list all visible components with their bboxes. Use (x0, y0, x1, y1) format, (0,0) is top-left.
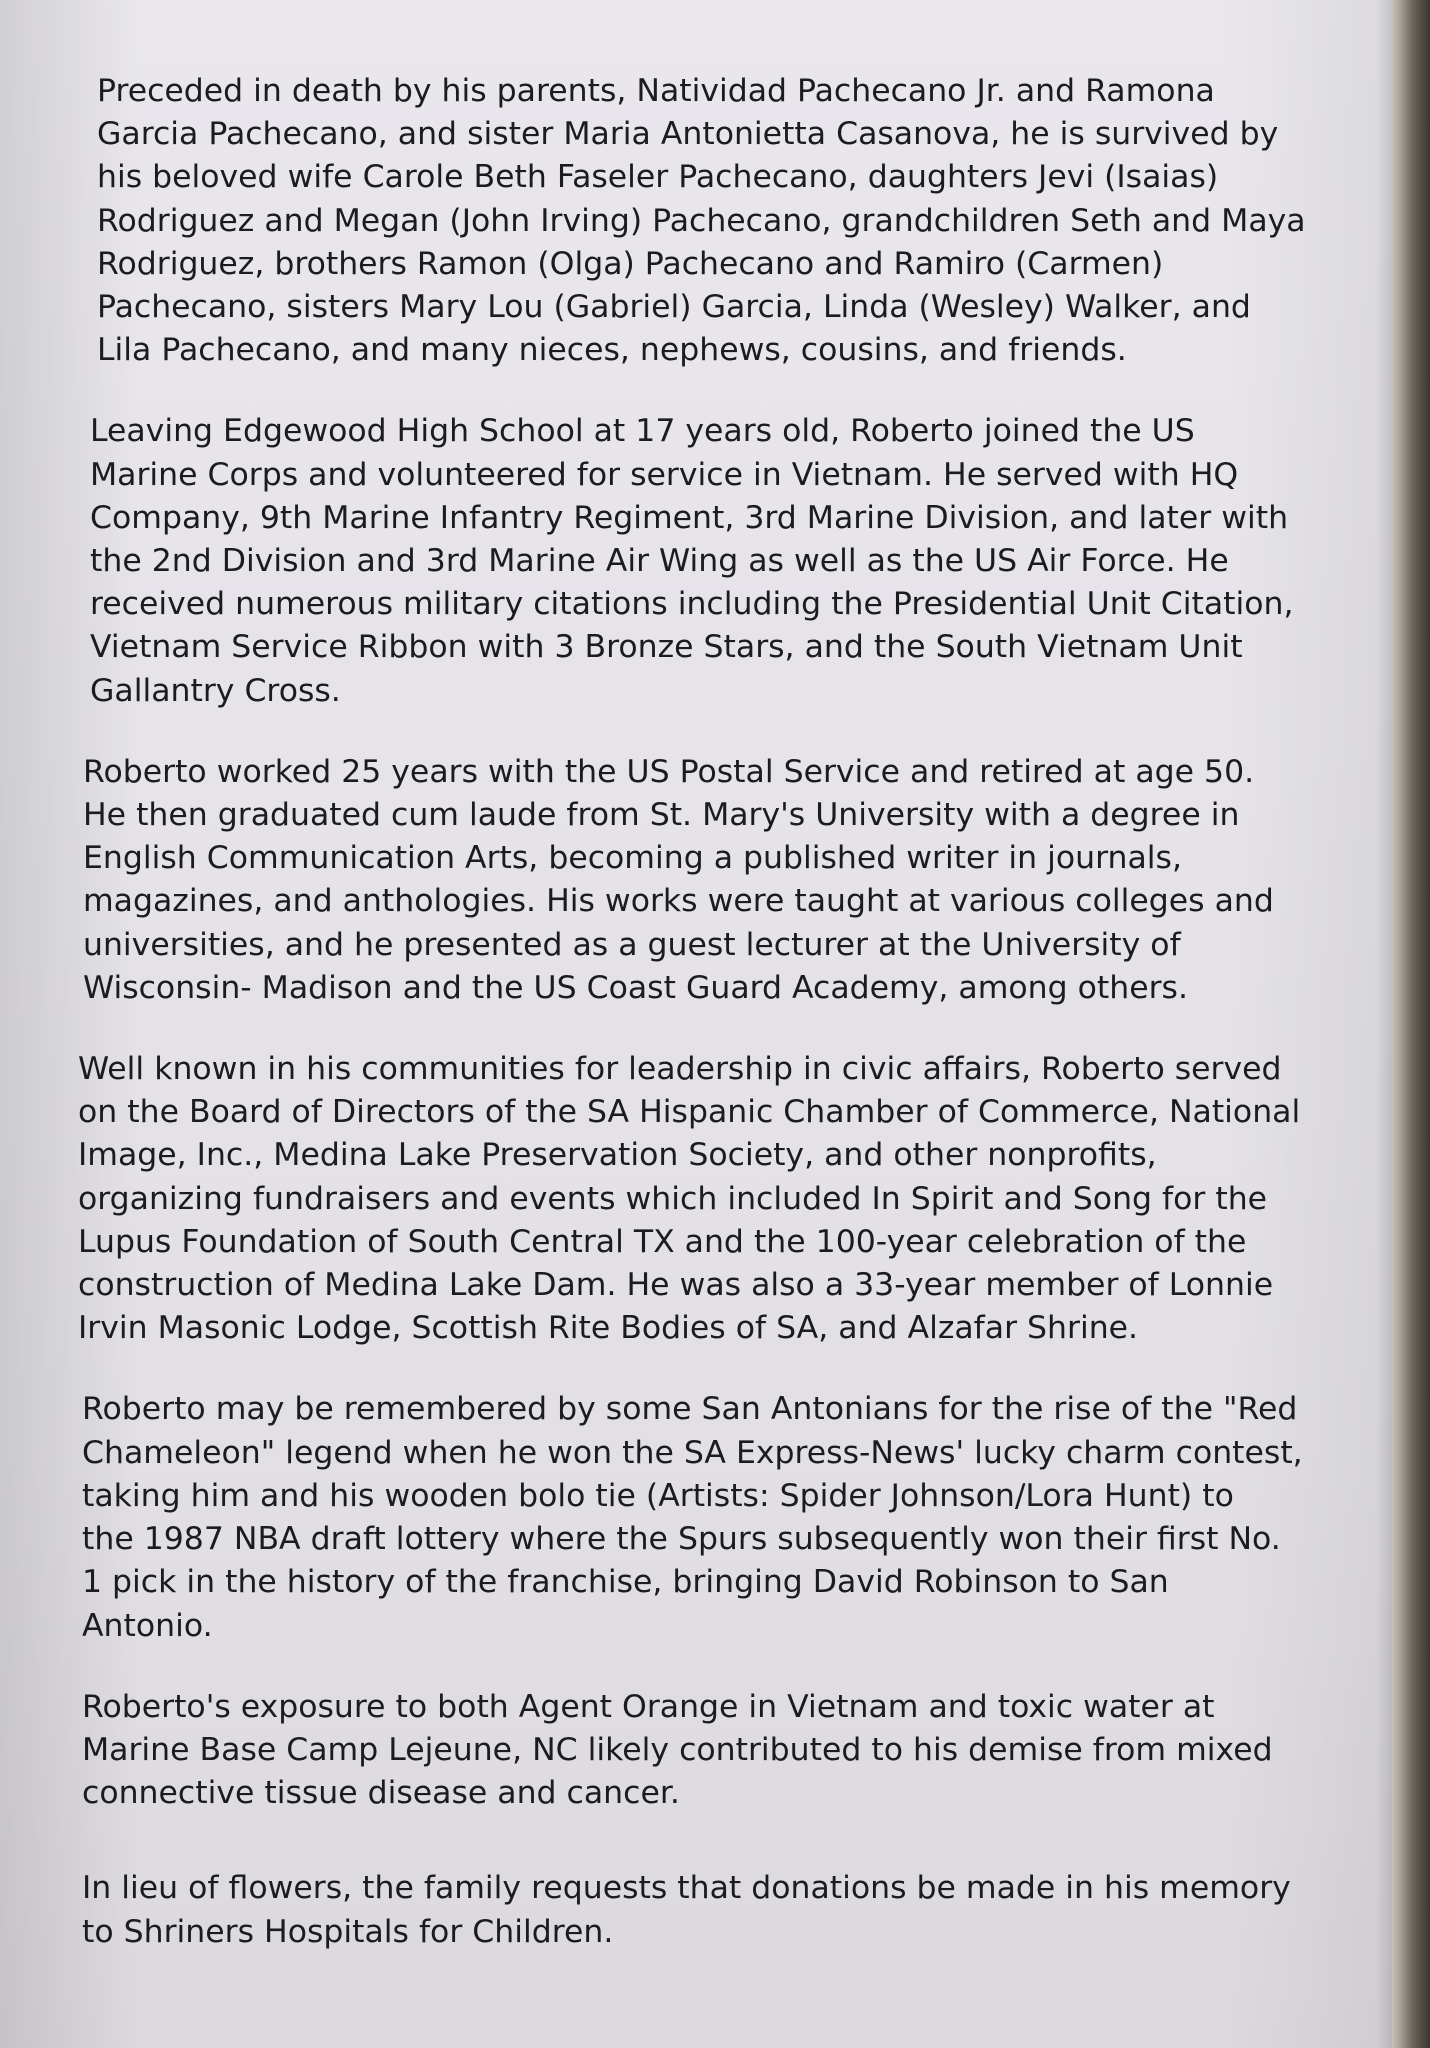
text-line: the 2nd Division and 3rd Marine Air Wing as well as the US Air Force. He (90, 543, 1229, 580)
paragraph-exposure (82, 1686, 1390, 1816)
text-line: his beloved wife Carole Beth Faseler Pachecano, daughters Jevi (Isaias) (97, 159, 1219, 196)
text-line: Roberto's exposure to both Agent Orange in Vietnam and toxic water at (82, 1688, 1215, 1725)
text-line: Wisconsin- Madison and the US Coast Guard Academy, among others. (83, 969, 1188, 1006)
paragraph-red-chameleon (82, 1388, 1390, 1647)
text-line: English Communication Arts, becoming a published writer in journals, (83, 840, 1182, 877)
text-line: Lila Pachecano, and many nieces, nephews, cousins, and friends. (97, 332, 1127, 369)
text-line: Pachecano, sisters Mary Lou (Gabriel) Garcia, Linda (Wesley) Walker, and (97, 289, 1251, 326)
text-line: Marine Base Camp Lejeune, NC likely contributed to his demise from mixed (82, 1731, 1273, 1768)
text-line: Lupus Foundation of South Central TX and the 100-year celebration of the (78, 1223, 1247, 1260)
text-line: magazines, and anthologies. His works were taught at various colleges and (83, 883, 1274, 920)
text-line: Chameleon" legend when he won the SA Express-News' lucky charm contest, (82, 1434, 1303, 1471)
text-line: Garcia Pachecano, and sister Maria Antonietta Casanova, he is survived by (97, 116, 1279, 153)
text-line: construction of Medina Lake Dam. He was also a 33-year member of Lonnie (78, 1267, 1274, 1304)
text-line: Roberto may be remembered by some San Antonians for the rise of the "Red (82, 1391, 1298, 1428)
text-line: Company, 9th Marine Infantry Regiment, 3rd Marine Division, and later with (90, 499, 1289, 536)
text-line: In lieu of flowers, the family requests that donations be made in his memory (82, 1870, 1291, 1907)
paragraph-donations (82, 1867, 1390, 1953)
text-line: organizing fundraisers and events which included In Spirit and Song for the (78, 1180, 1268, 1217)
text-line: universities, and he presented as a guest lecturer at the University of (83, 926, 1181, 963)
text-line: Roberto worked 25 years with the US Postal Service and retired at age 50. (83, 753, 1255, 790)
text-line: Vietnam Service Ribbon with 3 Bronze Stars, and the South Vietnam Unit (90, 629, 1243, 666)
text-line: Well known in his communities for leadership in civic affairs, Roberto served (78, 1051, 1282, 1088)
paper-edge (1392, 0, 1430, 2048)
text-line: Marine Corps and volunteered for service in Vietnam. He served with HQ (90, 456, 1239, 493)
text-line: Preceded in death by his parents, Natividad Pachecano Jr. and Ramona (97, 73, 1215, 109)
text-line: Image, Inc., Medina Lake Preservation Society, and other nonprofits, (78, 1137, 1157, 1174)
text-line: Antonio. (82, 1607, 213, 1644)
text-line: 1 pick in the history of the franchise, bringing David Robinson to San (82, 1564, 1169, 1601)
text-line: Gallantry Cross. (90, 672, 341, 709)
text-line: Irvin Masonic Lodge, Scottish Rite Bodies of SA, and Alzafar Shrine. (78, 1310, 1139, 1347)
paragraph-career (83, 751, 1390, 1010)
paragraph-civic-affairs (78, 1048, 1390, 1350)
text-line: to Shriners Hospitals for Children. (82, 1913, 614, 1950)
text-line: Rodriguez, brothers Ramon (Olga) Pachecano and Ramiro (Carmen) (97, 245, 1164, 282)
text-line: taking him and his wooden bolo tie (Artists: Spider Johnson/Lora Hunt) to (82, 1477, 1234, 1514)
obituary-text (78, 70, 1390, 1954)
text-line: connective tissue disease and cancer. (82, 1775, 680, 1812)
text-line: on the Board of Directors of the SA Hispanic Chamber of Commerce, National (78, 1094, 1301, 1131)
text-line: Leaving Edgewood High School at 17 years old, Roberto joined the US (90, 413, 1195, 450)
text-line: the 1987 NBA draft lottery where the Spurs subsequently won their first No. (82, 1521, 1281, 1558)
text-line: received numerous military citations including the Presidential Unit Citation, (90, 586, 1294, 623)
paragraph-survivors (97, 70, 1390, 372)
paragraph-military-service (90, 410, 1390, 712)
text-line: Rodriguez and Megan (John Irving) Pachecano, grandchildren Seth and Maya (97, 202, 1306, 239)
text-line: He then graduated cum laude from St. Mary's University with a degree in (83, 797, 1240, 834)
